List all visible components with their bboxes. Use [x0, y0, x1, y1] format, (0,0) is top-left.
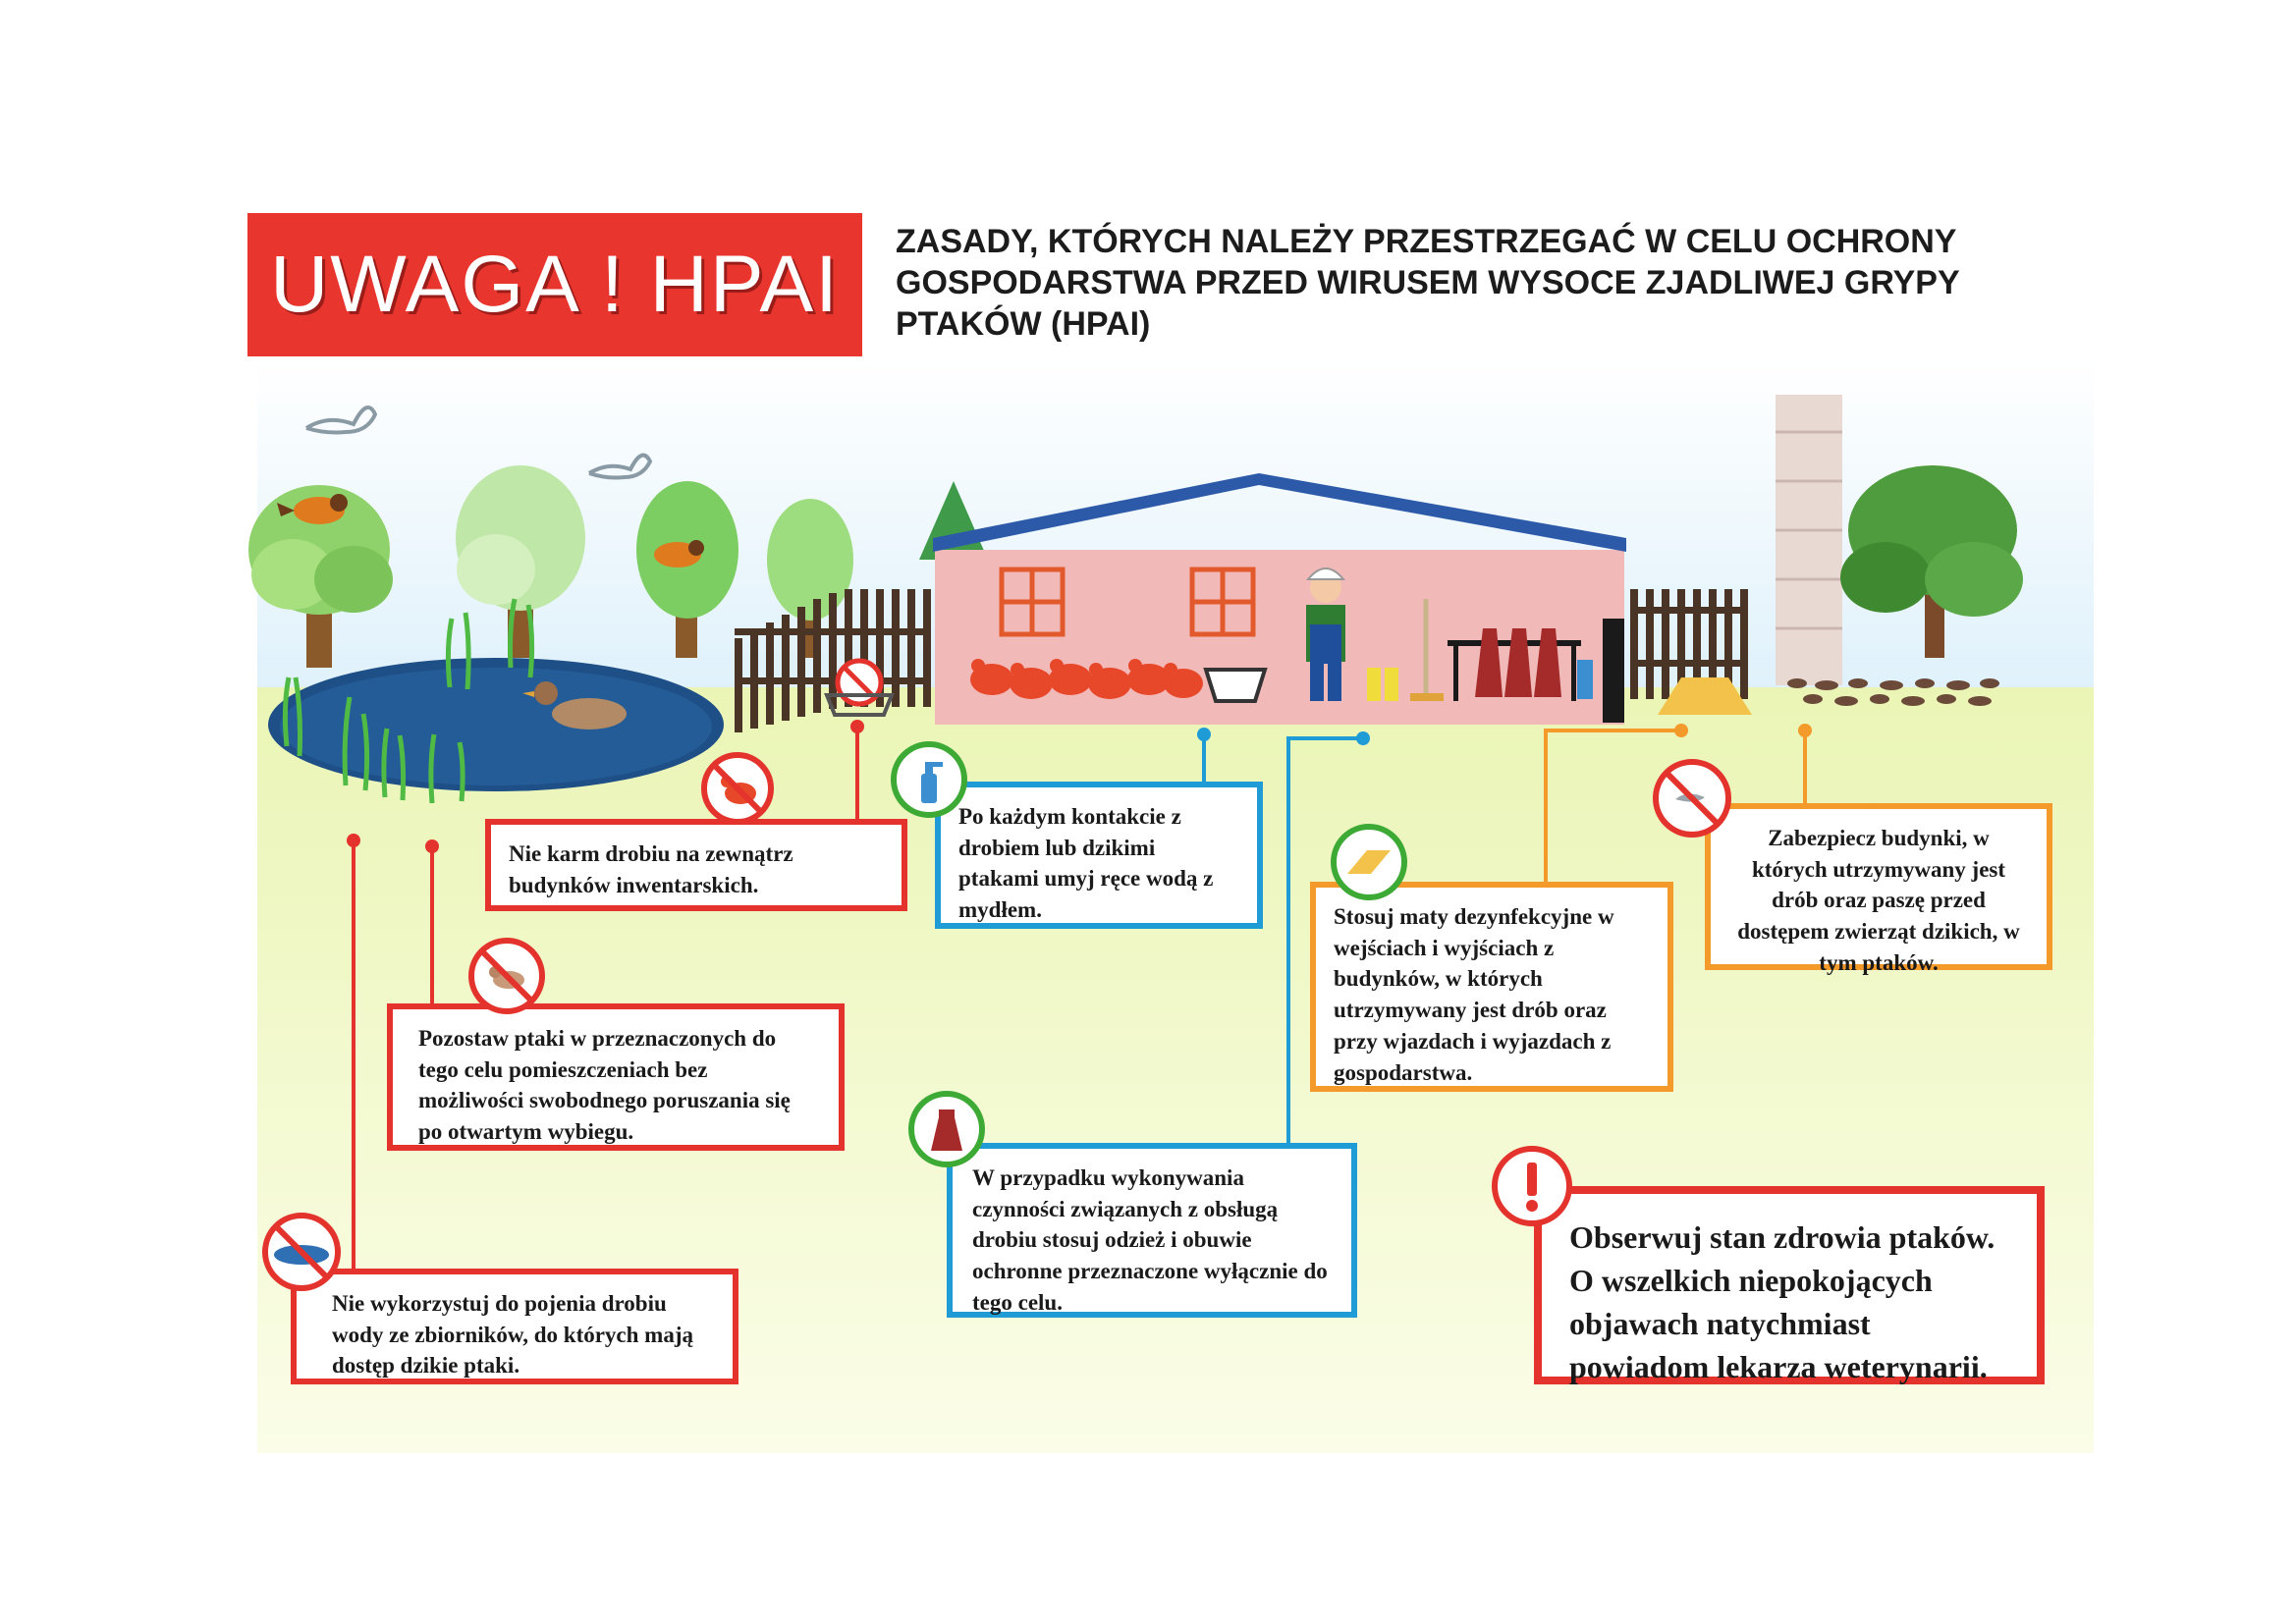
rule-text: Zabezpiecz budynki, w których utrzymywany jest drób oraz paszę przed dostępem zwierząt dzikich, w tym ptaków.: [1737, 826, 2020, 975]
soap-bottle: [1577, 660, 1593, 699]
rule-text: Po każdym kontakcie z drobiem lub dzikimi ptakami umyj ręce wodą z mydłem.: [958, 804, 1214, 923]
rule-secure-buildings: [1705, 803, 2052, 975]
no-pond-water-icon: [259, 1210, 344, 1294]
rule-text: Obserwuj stan zdrowia ptaków. O wszelkich niepokojących objawach natychmiast powiadom lekarza weterynarii.: [1569, 1219, 1995, 1385]
rule-health-monitoring: [1534, 1186, 2045, 1384]
rule-outdoor-feeding: [485, 819, 907, 911]
rule-text: Nie wykorzystuj do pojenia drobiu wody ze zbiorników, do których mają dostęp dzikie ptaki.: [332, 1291, 693, 1379]
rule-disinfection-mats: [1310, 882, 1673, 1092]
warning-banner: [247, 213, 862, 356]
rule-water-source: [291, 1269, 738, 1384]
rule-confine-birds: [387, 1003, 845, 1151]
feeder-trough: [1206, 670, 1265, 701]
rule-text: Pozostaw ptaki w przeznaczonych do tego celu pomieszczeniach bez możliwości swobodnego poruszania się po otwartym wybiegu.: [418, 1026, 791, 1145]
banner-title: UWAGA ! HPAI: [270, 240, 840, 329]
protective-apron-icon: [905, 1088, 988, 1170]
rule-protective-clothing: [947, 1143, 1357, 1318]
soap-dispenser-icon: [888, 738, 970, 821]
disinfection-mat-icon: [1328, 821, 1410, 903]
no-wild-bird-icon: [1650, 756, 1734, 840]
no-free-range-bird-icon: [465, 935, 548, 1017]
pond: [268, 658, 724, 791]
page-title: ZASADY, KTÓRYCH NALEŻY PRZESTRZEGAĆ W CELU OCHRONY GOSPODARSTWA PRZED WIRUSEM WYSOCE ZJADLIWEJ GRYPY PTAKÓW (HPAI): [896, 223, 1960, 343]
no-chicken-icon: [699, 750, 776, 827]
rule-text: Nie karm drobiu na zewnątrz budynków inwentarskich.: [509, 841, 793, 897]
feed-silo: [1776, 395, 1842, 685]
rule-hand-washing: [935, 782, 1263, 929]
exclamation-icon: [1489, 1143, 1575, 1229]
rule-text: Stosuj maty dezynfekcyjne w wejściach i wyjściach z budynków, w których utrzymywany jest drób oraz przy wjazdach i wyjazdach z gospodarstwa.: [1334, 904, 1614, 1085]
rule-text: W przypadku wykonywania czynności związanych z obsługą drobiu stosuj odzież i obuwie ochronne przeznaczone wyłącznie do tego celu.: [972, 1165, 1328, 1315]
